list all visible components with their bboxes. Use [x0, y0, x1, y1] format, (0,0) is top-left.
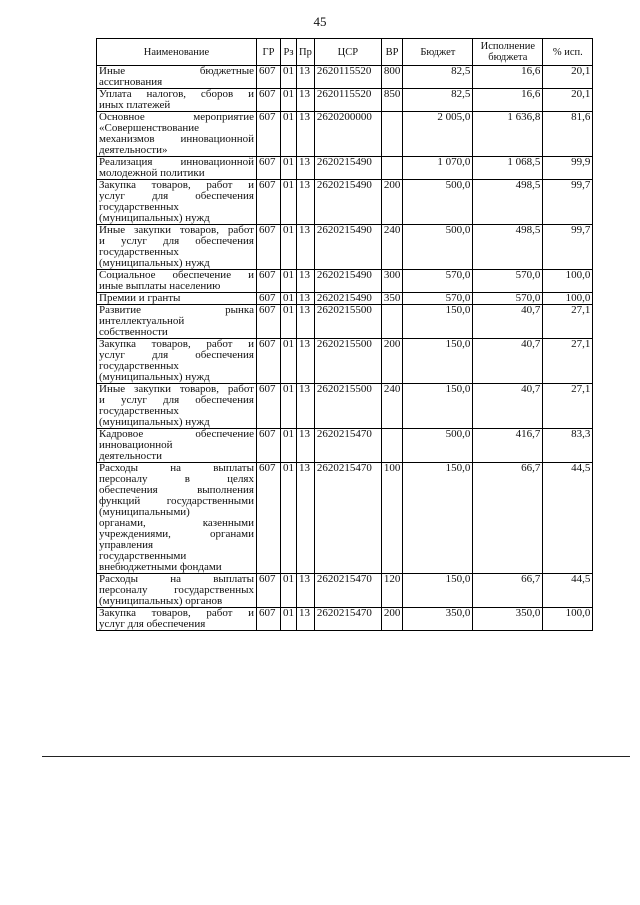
- row-execution: 66,7: [473, 463, 543, 574]
- row-gr: 607: [257, 384, 281, 429]
- row-name-line: Кадровое обеспечение: [99, 428, 254, 440]
- table-body: [97, 66, 593, 631]
- row-vr: 300: [381, 270, 403, 293]
- row-gr: 607: [257, 112, 281, 157]
- page-divider: [42, 756, 630, 757]
- table-row: [97, 293, 593, 305]
- row-name: [97, 66, 257, 89]
- row-gr: 607: [257, 270, 281, 293]
- row-csr: 2620215470: [314, 463, 381, 574]
- row-name-line: (муниципальных) нужд: [99, 416, 210, 428]
- row-csr: 2620215470: [314, 608, 381, 631]
- table-row: [97, 66, 593, 89]
- row-rz: 01: [281, 157, 297, 180]
- row-budget: 150,0: [403, 305, 473, 339]
- row-budget: 570,0: [403, 293, 473, 305]
- row-gr: 607: [257, 225, 281, 270]
- row-execution: 570,0: [473, 270, 543, 293]
- table-row: [97, 305, 593, 339]
- row-name-line: (муниципальных) нужд: [99, 257, 210, 269]
- row-execution: 16,6: [473, 66, 543, 89]
- row-vr: [381, 157, 403, 180]
- table-row: [97, 429, 593, 463]
- row-percent: 27,1: [543, 305, 593, 339]
- row-csr: 2620200000: [314, 112, 381, 157]
- row-pr: 13: [297, 463, 315, 574]
- row-name-line: государственных: [99, 201, 179, 213]
- row-rz: 01: [281, 293, 297, 305]
- row-gr: 607: [257, 157, 281, 180]
- header-execution: Исполнение бюджета: [473, 39, 543, 66]
- row-pr: 13: [297, 339, 315, 384]
- row-rz: 01: [281, 608, 297, 631]
- row-csr: 2620215470: [314, 574, 381, 608]
- table-row: [97, 180, 593, 225]
- row-name-line: услуг для обеспечения: [99, 190, 254, 202]
- row-name-line: учреждениями, органами: [99, 528, 254, 540]
- row-name-line: деятельности: [99, 450, 162, 462]
- row-rz: 01: [281, 305, 297, 339]
- row-name: [97, 270, 257, 293]
- row-name: [97, 384, 257, 429]
- row-percent: 27,1: [543, 384, 593, 429]
- row-name: [97, 293, 257, 305]
- row-name-line: Развитие рынка: [99, 304, 254, 316]
- row-name-line: механизмов инновационной: [99, 133, 254, 145]
- row-execution: 416,7: [473, 429, 543, 463]
- row-vr: 200: [381, 180, 403, 225]
- row-budget: 82,5: [403, 66, 473, 89]
- row-pr: 13: [297, 384, 315, 429]
- row-csr: 2620215490: [314, 270, 381, 293]
- row-budget: 150,0: [403, 339, 473, 384]
- row-name-line: инновационной: [99, 439, 173, 451]
- row-percent: 99,9: [543, 157, 593, 180]
- row-execution: 1 068,5: [473, 157, 543, 180]
- row-gr: 607: [257, 293, 281, 305]
- row-pr: 13: [297, 112, 315, 157]
- row-name: [97, 574, 257, 608]
- row-vr: 240: [381, 384, 403, 429]
- row-execution: 350,0: [473, 608, 543, 631]
- row-name-line: Уплата налогов, сборов и: [99, 88, 254, 100]
- row-name-line: (муниципальных) нужд: [99, 371, 210, 383]
- row-csr: 2620215490: [314, 293, 381, 305]
- row-csr: 2620215500: [314, 305, 381, 339]
- row-name-line: собственности: [99, 326, 168, 338]
- row-gr: 607: [257, 608, 281, 631]
- row-pr: 13: [297, 270, 315, 293]
- row-percent: 100,0: [543, 293, 593, 305]
- header-pr: Пр: [297, 39, 315, 66]
- row-name: [97, 157, 257, 180]
- row-name-line: Социальное обеспечение и: [99, 269, 254, 281]
- row-vr: [381, 112, 403, 157]
- row-budget: 500,0: [403, 429, 473, 463]
- row-rz: 01: [281, 339, 297, 384]
- row-name: [97, 112, 257, 157]
- row-execution: 16,6: [473, 89, 543, 112]
- table-row: [97, 463, 593, 574]
- row-gr: 607: [257, 180, 281, 225]
- table-row: [97, 574, 593, 608]
- row-name-line: Закупка товаров, работ и: [99, 179, 254, 191]
- row-pr: 13: [297, 66, 315, 89]
- row-percent: 81,6: [543, 112, 593, 157]
- row-name-line: персоналу в целях: [99, 473, 254, 485]
- row-vr: 800: [381, 66, 403, 89]
- row-name: [97, 463, 257, 574]
- row-percent: 99,7: [543, 180, 593, 225]
- row-csr: 2620215490: [314, 225, 381, 270]
- row-pr: 13: [297, 157, 315, 180]
- row-name-line: государственных: [99, 246, 179, 258]
- row-csr: 2620115520: [314, 66, 381, 89]
- row-name-line: обеспечения выполнения: [99, 484, 254, 496]
- row-rz: 01: [281, 574, 297, 608]
- row-name-line: Расходы на выплаты: [99, 573, 254, 585]
- row-csr: 2620215500: [314, 339, 381, 384]
- header-gr: ГР: [257, 39, 281, 66]
- header-vr: ВР: [381, 39, 403, 66]
- row-name: [97, 339, 257, 384]
- row-budget: 350,0: [403, 608, 473, 631]
- row-budget: 500,0: [403, 225, 473, 270]
- row-execution: 1 636,8: [473, 112, 543, 157]
- row-pr: 13: [297, 89, 315, 112]
- row-name-line: интеллектуальной: [99, 315, 185, 327]
- row-execution: 498,5: [473, 180, 543, 225]
- row-name-line: ассигнования: [99, 76, 163, 88]
- row-vr: 100: [381, 463, 403, 574]
- table-row: [97, 112, 593, 157]
- row-budget: 82,5: [403, 89, 473, 112]
- row-name-line: Основное мероприятие: [99, 111, 254, 123]
- row-pr: 13: [297, 574, 315, 608]
- row-pr: 13: [297, 608, 315, 631]
- row-pr: 13: [297, 429, 315, 463]
- row-name-line: Иные закупки товаров, работ: [99, 224, 254, 236]
- table-row: [97, 608, 593, 631]
- row-rz: 01: [281, 463, 297, 574]
- row-rz: 01: [281, 270, 297, 293]
- row-vr: 350: [381, 293, 403, 305]
- row-name-line: иных платежей: [99, 99, 171, 111]
- row-percent: 20,1: [543, 89, 593, 112]
- row-vr: [381, 429, 403, 463]
- row-name-line: услуг для обеспечения: [99, 349, 254, 361]
- row-vr: 120: [381, 574, 403, 608]
- row-percent: 20,1: [543, 66, 593, 89]
- row-name-line: государственных: [99, 360, 179, 372]
- row-csr: 2620215490: [314, 157, 381, 180]
- row-budget: 2 005,0: [403, 112, 473, 157]
- row-name-line: Закупка товаров, работ и: [99, 607, 254, 619]
- row-gr: 607: [257, 339, 281, 384]
- row-name: [97, 305, 257, 339]
- row-name-line: Премии и гранты: [99, 292, 181, 304]
- row-rz: 01: [281, 384, 297, 429]
- row-name: [97, 89, 257, 112]
- row-rz: 01: [281, 180, 297, 225]
- row-execution: 40,7: [473, 305, 543, 339]
- row-rz: 01: [281, 89, 297, 112]
- row-percent: 100,0: [543, 608, 593, 631]
- row-percent: 99,7: [543, 225, 593, 270]
- row-budget: 500,0: [403, 180, 473, 225]
- row-execution: 570,0: [473, 293, 543, 305]
- row-execution: 66,7: [473, 574, 543, 608]
- row-name-line: персоналу государственных: [99, 584, 254, 596]
- header-budget: Бюджет: [403, 39, 473, 66]
- row-pr: 13: [297, 180, 315, 225]
- row-name-line: услуг для обеспечения: [99, 618, 206, 630]
- row-name: [97, 608, 257, 631]
- row-csr: 2620215470: [314, 429, 381, 463]
- header-rz: Рз: [281, 39, 297, 66]
- row-name-line: государственными: [99, 550, 187, 562]
- row-vr: 200: [381, 608, 403, 631]
- row-name-line: Иные закупки товаров, работ: [99, 383, 254, 395]
- row-name-line: Иные бюджетные: [99, 65, 254, 77]
- row-name-line: и услуг для обеспечения: [99, 394, 254, 406]
- row-name: [97, 180, 257, 225]
- row-name-line: и услуг для обеспечения: [99, 235, 254, 247]
- table-row: [97, 339, 593, 384]
- row-rz: 01: [281, 112, 297, 157]
- row-gr: 607: [257, 463, 281, 574]
- row-name-line: (муниципальными): [99, 506, 190, 518]
- row-gr: 607: [257, 574, 281, 608]
- row-budget: 150,0: [403, 463, 473, 574]
- row-percent: 27,1: [543, 339, 593, 384]
- header-csr: ЦСР: [314, 39, 381, 66]
- row-name-line: «Совершенствование: [99, 122, 199, 134]
- row-name-line: управления: [99, 539, 154, 551]
- row-name-line: органами, казенными: [99, 517, 254, 529]
- row-name-line: молодежной политики: [99, 167, 205, 179]
- row-name-line: внебюджетными фондами: [99, 561, 222, 573]
- row-csr: 2620215500: [314, 384, 381, 429]
- row-rz: 01: [281, 225, 297, 270]
- row-execution: 498,5: [473, 225, 543, 270]
- table-header-row: [97, 39, 593, 66]
- row-rz: 01: [281, 429, 297, 463]
- row-gr: 607: [257, 66, 281, 89]
- row-budget: 1 070,0: [403, 157, 473, 180]
- table-row: [97, 157, 593, 180]
- table-row: [97, 270, 593, 293]
- row-gr: 607: [257, 429, 281, 463]
- row-name: [97, 225, 257, 270]
- row-name-line: Закупка товаров, работ и: [99, 338, 254, 350]
- row-gr: 607: [257, 305, 281, 339]
- row-budget: 570,0: [403, 270, 473, 293]
- row-percent: 83,3: [543, 429, 593, 463]
- page-number: 45: [313, 14, 327, 29]
- row-name-line: (муниципальных) органов: [99, 595, 223, 607]
- row-vr: [381, 305, 403, 339]
- row-pr: 13: [297, 293, 315, 305]
- row-budget: 150,0: [403, 574, 473, 608]
- row-csr: 2620215490: [314, 180, 381, 225]
- row-gr: 607: [257, 89, 281, 112]
- row-vr: 240: [381, 225, 403, 270]
- row-name-line: государственных: [99, 405, 179, 417]
- table-row: [97, 225, 593, 270]
- table-row: [97, 384, 593, 429]
- row-csr: 2620115520: [314, 89, 381, 112]
- row-vr: 200: [381, 339, 403, 384]
- budget-table: [96, 38, 593, 631]
- row-pr: 13: [297, 305, 315, 339]
- row-percent: 100,0: [543, 270, 593, 293]
- row-name-line: Реализация инновационной: [99, 156, 254, 168]
- row-rz: 01: [281, 66, 297, 89]
- row-name-line: Расходы на выплаты: [99, 462, 254, 474]
- row-name-line: (муниципальных) нужд: [99, 212, 210, 224]
- row-pr: 13: [297, 225, 315, 270]
- row-vr: 850: [381, 89, 403, 112]
- row-percent: 44,5: [543, 463, 593, 574]
- table-row: [97, 89, 593, 112]
- header-name: Наименование: [97, 39, 257, 66]
- row-name: [97, 429, 257, 463]
- row-name-line: иные выплаты населению: [99, 280, 221, 292]
- row-budget: 150,0: [403, 384, 473, 429]
- row-name-line: деятельности»: [99, 144, 168, 156]
- row-percent: 44,5: [543, 574, 593, 608]
- row-execution: 40,7: [473, 339, 543, 384]
- row-execution: 40,7: [473, 384, 543, 429]
- row-name-line: функций государственными: [99, 495, 254, 507]
- header-percent: % исп.: [543, 39, 593, 66]
